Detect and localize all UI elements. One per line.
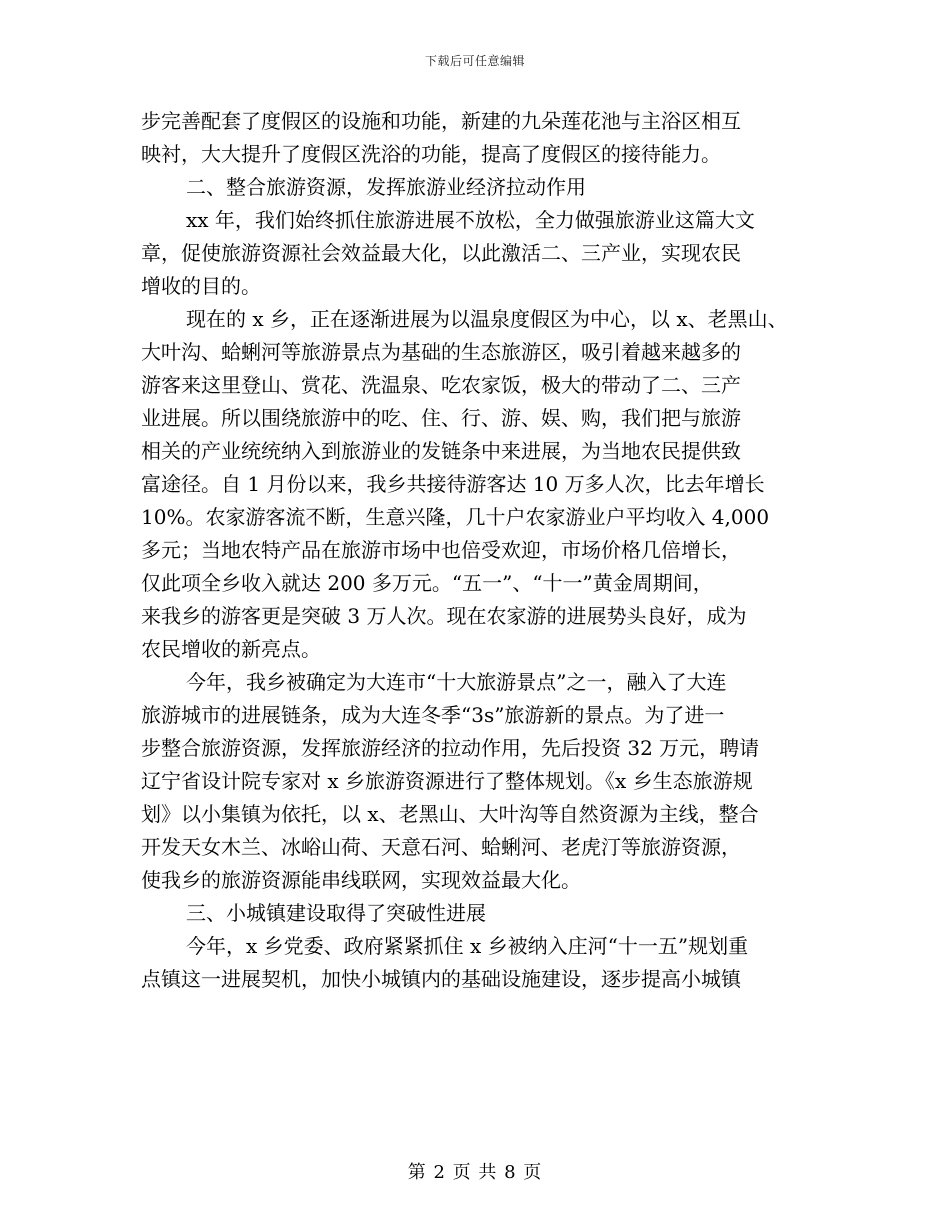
text-line: xx 年，我们始终抓住旅游进展不放松，全力做强旅游业这篇大文 [186,208,755,232]
text-line: 划》以小集镇为依托，以 x、老黑山、大叶沟等自然资源为主线，整合 [141,802,759,826]
text-line: 使我乡的旅游资源能串线联网，实现效益最大化。 [141,868,581,892]
text-line: 步整合旅游资源，发挥旅游经济的拉动作用，先后投资 32 万元，聘请 [141,736,760,760]
text-line: 现在的 x 乡，正在逐渐进展为以温泉度假区为中心，以 x、老黑山、 [186,307,788,331]
text-line: 仅此项全乡收入就达 200 多万元。“五一”、“十一”黄金周期间， [141,571,713,595]
text-line: 今年，我乡被确定为大连市“十大旅游景点”之一，融入了大连 [186,670,727,694]
text-line: 映衬，大大提升了度假区洗浴的功能，提高了度假区的接待能力。 [141,142,721,166]
text-line: 大叶沟、蛤蜊河等旅游景点为基础的生态旅游区，吸引着越来越多的 [141,340,741,364]
text-line: 章，促使旅游资源社会效益最大化，以此激活二、三产业，实现农民 [141,241,741,265]
text-line: 二、整合旅游资源，发挥旅游业经济拉动作用 [186,175,586,199]
text-line: 增收的目的。 [141,274,261,298]
text-line: 业进展。所以围绕旅游中的吃、住、行、游、娱、购，我们把与旅游 [141,406,741,430]
page-header: 下载后可任意编辑 [424,54,525,68]
text-line: 游客来这里登山、赏花、洗温泉、吃农家饭，极大的带动了二、三产 [141,373,741,397]
text-line: 相关的产业统统纳入到旅游业的发链条中来进展，为当地农民提供致 [141,439,741,463]
text-line: 富途径。自 1 月份以来，我乡共接待游客达 10 万多人次，比去年增长 [141,472,765,496]
text-line: 点镇这一进展契机，加快小城镇内的基础设施建设，逐步提高小城镇 [141,967,741,991]
text-line: 三、小城镇建设取得了突破性进展 [186,901,486,925]
text-line: 今年，x 乡党委、政府紧紧抓住 x 乡被纳入庄河“十一五”规划重 [186,934,749,958]
text-line: 农民增收的新亮点。 [141,637,321,661]
text-line: 开发天女木兰、冰峪山荷、天意石河、蛤蜊河、老虎汀等旅游资源， [141,835,741,859]
text-line: 来我乡的游客更是突破 3 万人次。现在农家游的进展势头良好，成为 [141,604,747,628]
document-body [141,105,816,996]
page-footer: 第 2 页 共 8 页 [407,1162,543,1183]
text-line: 10%。农家游客流不断，生意兴隆，几十户农家游业户平均收入 4,000 [141,505,770,529]
text-line: 旅游城市的进展链条，成为大连冬季“3s”旅游新的景点。为了进一 [141,703,725,727]
text-line: 辽宁省设计院专家对 x 乡旅游资源进行了整体规划。《x 乡生态旅游规 [141,769,753,793]
text-line: 多元；当地农特产品在旅游市场中也倍受欢迎，市场价格几倍增长， [141,538,741,562]
text-line: 步完善配套了度假区的设施和功能，新建的九朵莲花池与主浴区相互 [141,109,741,133]
